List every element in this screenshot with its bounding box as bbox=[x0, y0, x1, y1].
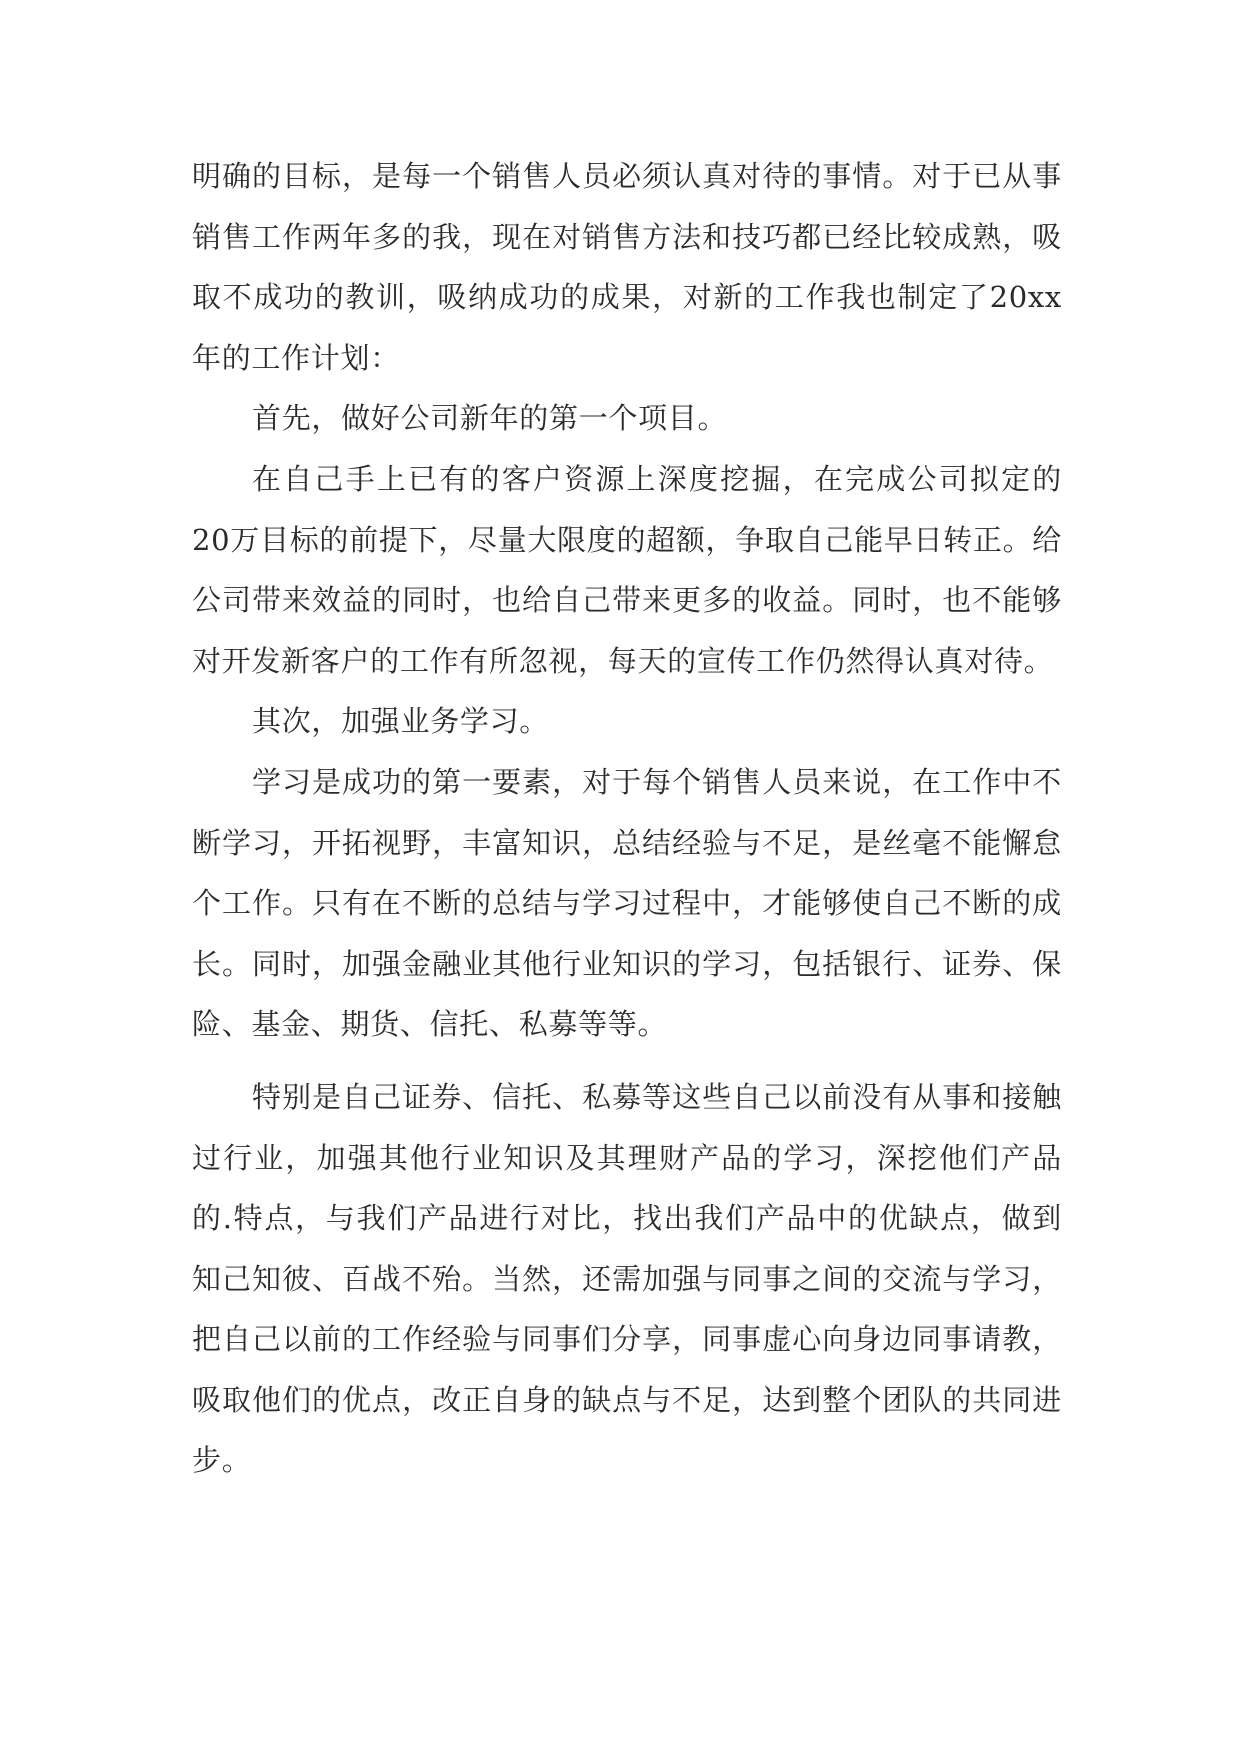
paragraph-business-study: 学习是成功的第一要素，对于每个销售人员来说，在工作中不断学习，开拓视野，丰富知识，总结经验与不足，是丝毫不能懈怠个工作。只有在不断的总结与学习过程中，才能够使自己不断的成长。同时，加强金融业其他行业知识的学习，包括银行、证券、保险、基金、期货、信托、私募等等。 bbox=[192, 764, 1062, 1042]
paragraph-heading-first: 首先，做好公司新年的第一个项目。 bbox=[252, 401, 728, 436]
document-body bbox=[192, 146, 1062, 1491]
paragraph-intro: 明确的目标，是每一个销售人员必须认真对待的事情。对于已从事销售工作两年多的我，现在对销售方法和技巧都已经比较成熟，吸取不成功的教训，吸纳成功的成果，对新的工作我也制定了20xx年的工作计划： bbox=[192, 159, 1062, 375]
paragraph-heading-second: 其次，加强业务学习。 bbox=[252, 704, 550, 739]
paragraph-first-project: 在自己手上已有的客户资源上深度挖掘，在完成公司拟定的20万目标的前提下，尽量大限度的超额，争取自己能早日转正。给公司带来效益的同时，也给自己带来更多的收益。同时，也不能够对开发新客户的工作有所忽视，每天的宣传工作仍然得认真对待。 bbox=[192, 461, 1062, 678]
paragraph-other-industries: 特别是自己证券、信托、私募等这些自己以前没有从事和接触过行业，加强其他行业知识及其理财产品的学习，深挖他们产品的.特点，与我们产品进行对比，找出我们产品中的优缺点，做到知己知彼、百战不殆。当然，还需加强与同事之间的交流与学习，把自己以前的工作经验与同事们分享，同事虚心向身边同事请教，吸取他们的优点，改正自身的缺点与不足，达到整个团队的共同进步。 bbox=[192, 1079, 1062, 1478]
